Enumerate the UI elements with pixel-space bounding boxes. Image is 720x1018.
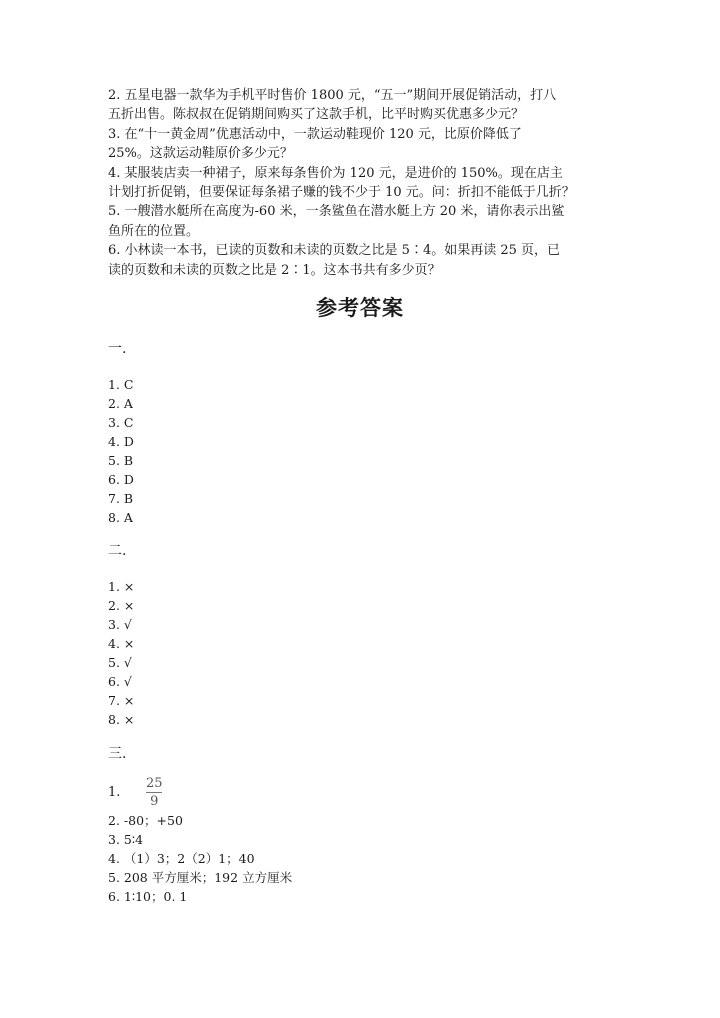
problem-line: 读的页数和未读的页数之比是 2∶1。这本书共有多少页？ [108,262,441,278]
answer-list [108,811,292,906]
problem-line: 6. 小林读一本书，已读的页数和未读的页数之比是 5∶4。如果再读 25 页，已 [108,243,561,259]
answer-item: 1. × [108,579,135,594]
answer-item: 4. D [108,434,134,449]
answer-item: 3. √ [108,617,132,632]
answer-item: 4. × [108,636,135,651]
answer-item: 5. B [108,453,134,468]
answer-item: 2. A [108,396,133,411]
problem-line: 2. 五星电器一款华为手机平时售价 1800 元，“五一”期间开展促销活动，打八 [108,88,557,103]
answer-title: 参考答案 [316,296,404,320]
answer-list [108,375,134,527]
answer-item: 5. √ [108,655,132,670]
fraction [146,776,163,809]
section-heading: 三. [108,746,127,762]
problem-line: 鱼所在的位置。 [108,223,200,239]
answer-list [108,577,134,729]
problem-line: 5. 一艘潜水艇所在高度为-60 米，一条鲨鱼在潜水艇上方 20 米，请你表示出鲨 [108,204,565,220]
answer-item: 3. 5∶4 [108,832,144,847]
answer-section-3 [108,745,292,906]
fraction-denominator: 9 [150,793,159,809]
answer-item-fraction [108,773,292,811]
answer-item: 5. 208 平方厘米；192 立方厘米 [108,870,293,885]
answer-item: 8. A [108,510,133,525]
answer-section-1 [108,340,134,527]
answer-section-2 [108,542,134,729]
answer-item: 1. C [108,377,134,392]
problem-line: 25%。这款运动鞋原价多少元？ [108,146,293,162]
problem-line: 4. 某服装店卖一种裙子，原来每条售价为 120 元，是进价的 150%。现在店主 [108,165,563,181]
answer-item: 2. × [108,598,135,613]
problem-line: 3. 在“十一黄金周”优惠活动中，一款运动鞋现价 120 元，比原价降低了 [108,126,522,142]
section-heading: 二. [108,543,127,559]
answer-item: 7. B [108,491,134,506]
answer-item: 3. C [108,415,134,430]
answer-number: 1. [108,784,121,800]
answer-item: 6. 1∶10；0. 1 [108,889,188,904]
answer-item: 4. （1）3；2（2）1；40 [108,851,255,866]
problem-list [108,86,628,280]
section-heading: 一. [108,341,127,357]
problem-line: 五折出售。陈叔叔在促销期间购买了这款手机，比平时购买优惠多少元？ [108,107,525,123]
answer-item: 8. × [108,712,135,727]
answer-item: 2. -80；+50 [108,813,183,828]
problem-line: 计划打折促销，但要保证每条裙子赚的钱不少于 10 元。问：折扣不能低于几折？ [108,185,575,201]
fraction-bar [146,792,162,793]
answer-item: 6. D [108,472,134,487]
answer-item: 6. √ [108,674,132,689]
answer-item: 7. × [108,693,135,708]
fraction-numerator: 25 [146,775,163,791]
